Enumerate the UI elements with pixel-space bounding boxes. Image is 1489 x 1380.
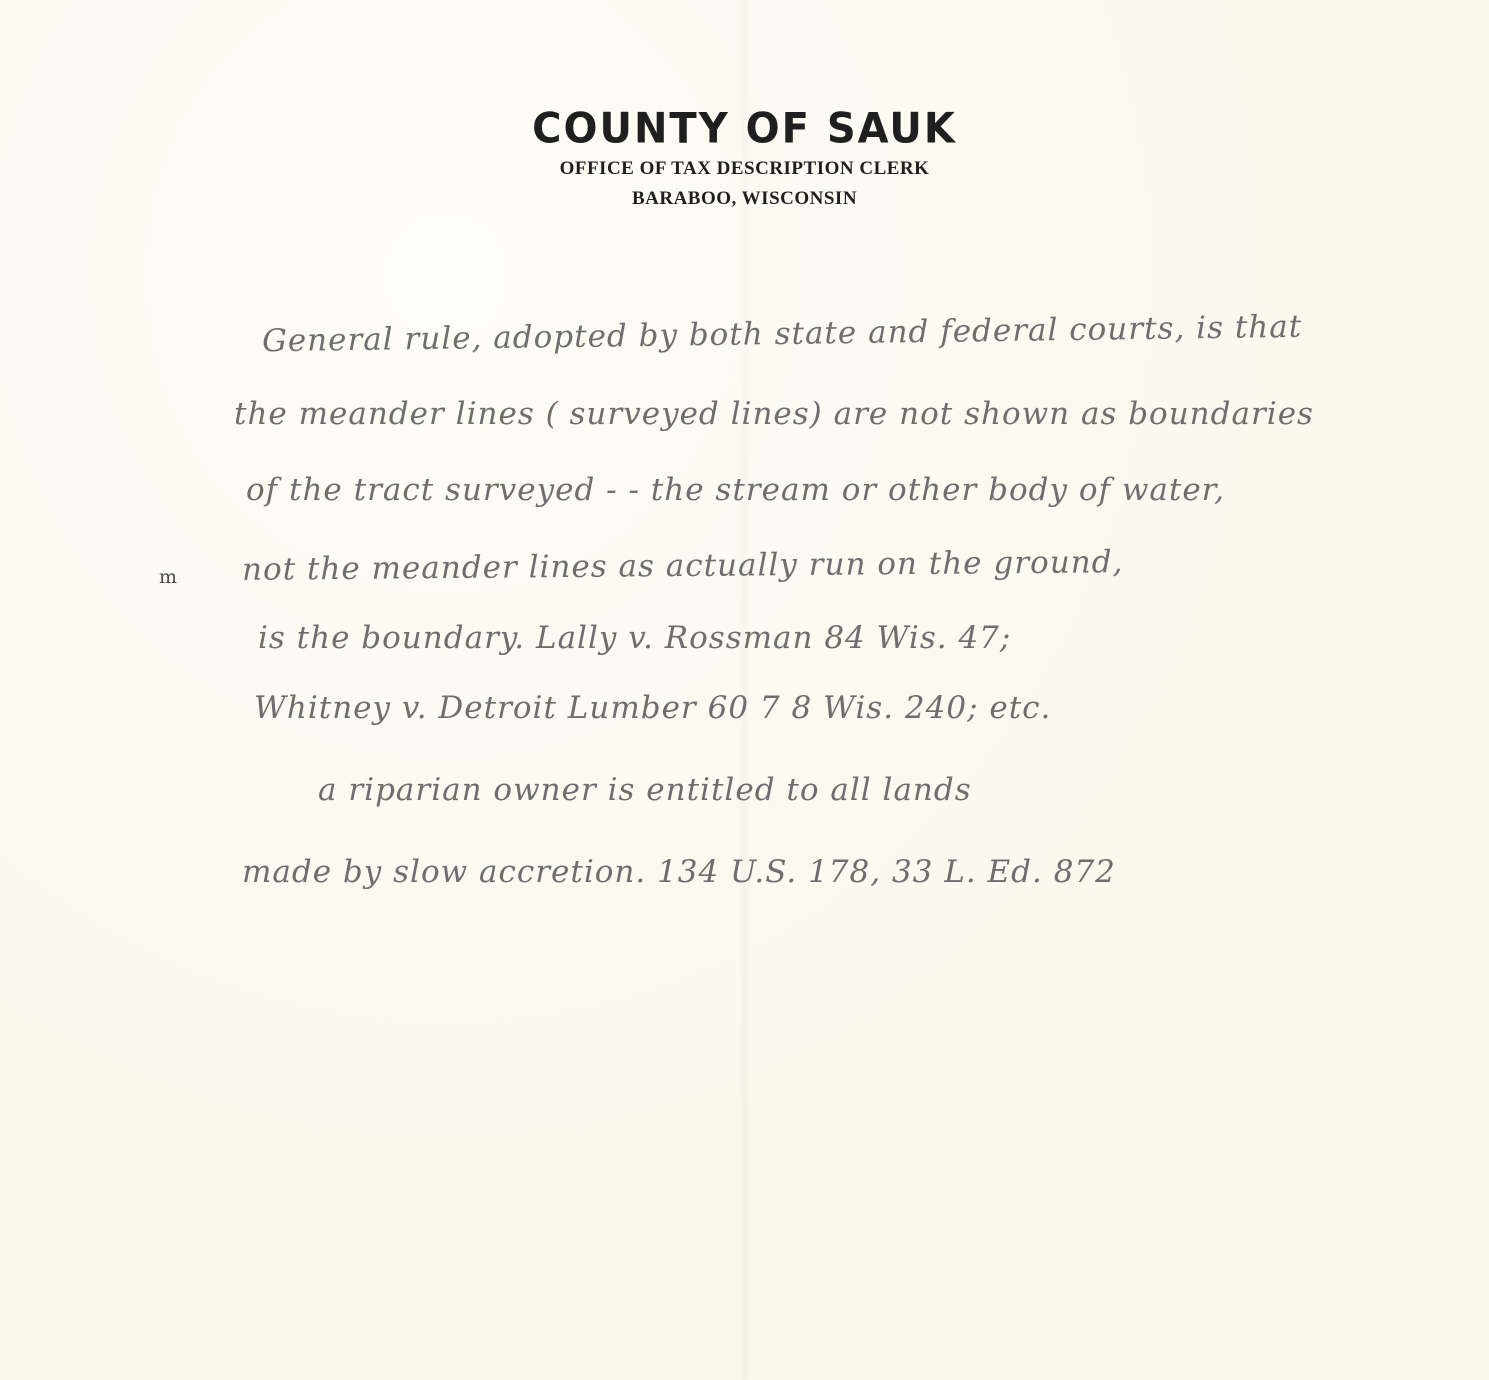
handwritten-line: not the meander lines as actually run on the ground, [241,544,1124,588]
handwritten-line: is the boundary. Lally v. Rossman 84 Wis. 47; [258,620,1012,656]
handwritten-line: of the tract surveyed - - the stream or other body of water, [246,472,1225,508]
handwritten-line: the meander lines ( surveyed lines) are not shown as boundaries [234,396,1314,432]
margin-mark: m [159,566,178,588]
letterhead-location: BARABOO, WISCONSIN [631,188,858,209]
letterhead-title: COUNTY OF SAUK [532,104,957,154]
handwritten-line: Whitney v. Detroit Lumber 60 7 8 Wis. 240; etc. [254,690,1052,726]
handwritten-line: a riparian owner is entitled to all lands [318,772,972,808]
handwritten-line: General rule, adopted by both state and federal courts, is that [261,308,1303,360]
letterhead-office: OFFICE OF TAX DESCRIPTION CLERK [559,158,930,179]
handwritten-line: made by slow accretion. 134 U.S. 178, 33 L. Ed. 872 [242,854,1116,890]
